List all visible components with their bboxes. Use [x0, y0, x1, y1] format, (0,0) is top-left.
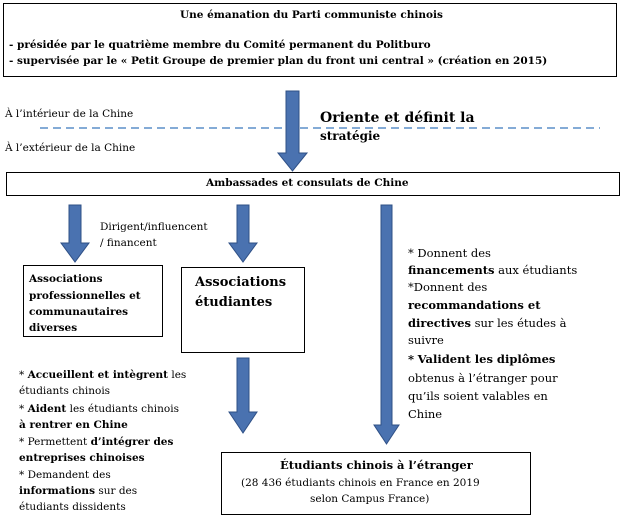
arrow-embassy-to-students	[374, 205, 399, 444]
pro-action-1-line-2: étudiants chinois	[19, 385, 111, 397]
student-associations-box	[181, 267, 305, 353]
pro-action-4-rest: sur des	[98, 485, 138, 497]
embassy-action-3-line-3: qu’ils soient valables en	[408, 389, 548, 403]
pro-action-2	[19, 403, 179, 415]
bullet: *	[408, 280, 414, 294]
arrow-embassy-to-pro-associations	[61, 205, 89, 262]
embassy-action-2-line-1: Donnent des	[413, 280, 488, 294]
arrow-top-to-embassy	[278, 91, 307, 171]
pro-associations-line-3: communautaires	[29, 306, 129, 318]
pro-action-3	[19, 436, 173, 448]
embassy-action-3-bold: Valident les diplômes	[417, 352, 556, 366]
orients-label-line-2: stratégie	[320, 129, 381, 143]
pro-action-2-line-2: à rentrer en Chine	[19, 419, 128, 431]
bullet: *	[19, 469, 25, 481]
embassy-action-2-bold: directives	[408, 316, 471, 330]
pro-action-3-start: Permettent	[27, 436, 88, 448]
pro-action-4-line-2	[19, 485, 137, 497]
bullet: *	[19, 369, 25, 381]
embassy-action-3-line-4: Chine	[408, 407, 443, 421]
pro-action-1-bold: Accueillent et intègrent	[27, 369, 169, 381]
bullet: *	[19, 436, 25, 448]
embassy-action-2	[408, 281, 487, 294]
bullet: *	[408, 246, 414, 260]
pro-action-4-line-3: étudiants dissidents	[19, 501, 126, 513]
pro-action-2-bold: Aident	[27, 403, 67, 415]
pro-associations-box	[23, 265, 163, 337]
pro-action-1	[19, 369, 186, 381]
arrow-embassy-to-student-associations	[229, 205, 257, 262]
bullet: *	[408, 352, 415, 366]
embassy-action-1-rest: aux étudiants	[498, 263, 578, 277]
party-box	[3, 3, 617, 77]
party-box-line-1: - présidée par le quatrième membre du Comité permanent du Politburo	[9, 39, 431, 51]
inside-china-label: À l’intérieur de la Chine	[5, 108, 134, 120]
embassy-box-title: Ambassades et consulats de Chine	[206, 177, 409, 189]
pro-action-3-line-2: entreprises chinoises	[19, 452, 145, 464]
embassy-action-3-line-2: obtenus à l’étranger pour	[408, 371, 558, 385]
directs-label-line-2: / financent	[100, 237, 157, 249]
party-box-line-2: - supervisée par le « Petit Groupe de premier plan du front uni central » (création en 2015)	[9, 55, 548, 67]
student-associations-line-2: étudiantes	[195, 295, 273, 310]
embassy-action-2-rest: sur les études à	[474, 316, 567, 330]
pro-action-1-rest: les	[171, 369, 187, 381]
embassy-action-2-line-3	[408, 317, 567, 330]
students-box-title: Étudiants chinois à l’étranger	[280, 458, 473, 472]
embassy-action-2-line-2: recommandations et	[408, 298, 541, 312]
embassy-action-2-line-4: suivre	[408, 333, 444, 347]
students-box	[221, 452, 531, 515]
pro-action-2-rest: les étudiants chinois	[69, 403, 179, 415]
embassy-box	[6, 172, 620, 196]
embassy-action-3	[408, 353, 555, 366]
pro-associations-line-1: Associations	[29, 273, 103, 285]
student-associations-line-1: Associations	[195, 275, 287, 290]
pro-action-3-bold: d’intégrer des	[90, 436, 174, 448]
pro-action-4	[19, 469, 111, 481]
pro-action-4-bold: informations	[19, 485, 95, 497]
pro-action-4-line-1: Demandent des	[27, 469, 111, 481]
embassy-action-1-line-2	[408, 264, 577, 277]
party-box-title: Une émanation du Parti communiste chinois	[180, 9, 443, 21]
orients-label-line-1: Oriente et définit la	[320, 110, 475, 126]
outside-china-label: À l’extérieur de la Chine	[5, 142, 136, 154]
bullet: *	[19, 403, 25, 415]
students-box-line-3: selon Campus France)	[310, 493, 430, 505]
directs-label-line-1: Dirigent/influencent	[100, 221, 208, 233]
embassy-action-1-line-1: Donnent des	[417, 246, 491, 260]
students-box-line-2: (28 436 étudiants chinois en France en 2019	[241, 477, 480, 489]
embassy-action-1	[408, 247, 491, 260]
embassy-action-1-bold: financements	[408, 263, 495, 277]
pro-associations-line-4: diverses	[29, 322, 78, 334]
arrow-student-associations-to-students	[229, 358, 257, 433]
pro-associations-line-2: professionnelles et	[29, 290, 141, 302]
